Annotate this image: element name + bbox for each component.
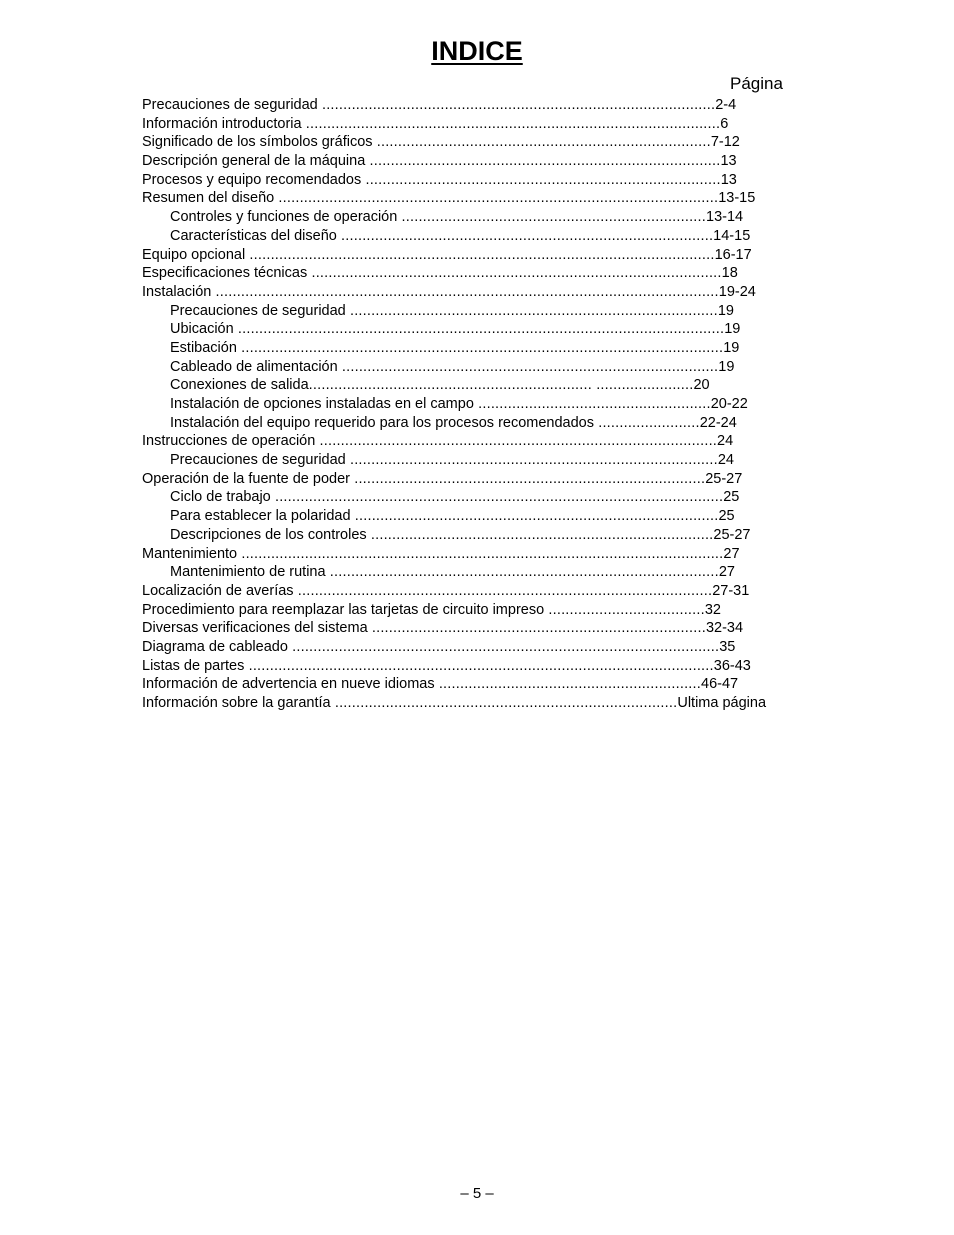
toc-entry-label: Descripciones de los controles [170,526,367,543]
toc-leader-dots: ............................................................................... [367,620,706,637]
toc-entry-label: Procesos y equipo recomendados [142,171,362,188]
toc-entry [142,526,812,545]
toc-entry-label: Para establecer la polaridad [170,508,351,525]
toc-entry [142,657,812,676]
toc-entry-label: Instrucciones de operación [142,433,316,450]
toc-leader-dots: ..................................................................................................... [287,638,720,655]
toc-entry-page: 25-27 [705,470,743,487]
toc-entry-label: Diagrama de cableado [142,638,288,655]
toc-entry-label: Resumen del diseño [142,190,275,207]
toc-leader-dots: ........................ [594,414,700,431]
toc-entry-label: Procedimiento para reemplazar las tarjetas de circuito impreso [142,601,545,618]
toc-entry-page: 19 [717,302,734,319]
toc-entry [142,414,812,433]
toc-entry-page: 25 [718,508,735,525]
toc-entry [142,582,812,601]
page-column-heading: Página [730,74,783,93]
toc-entry [142,339,812,358]
toc-entry-page: 13-15 [718,190,756,207]
toc-leader-dots: ................................................................................................................... [233,321,725,338]
table-of-contents [142,96,812,713]
toc-entry-label: Conexiones de salida [170,377,309,394]
toc-entry-page: 19-24 [718,283,756,300]
toc-entry-label: Información sobre la garantía [142,695,331,711]
toc-entry-label: Descripción general de la máquina [142,153,366,170]
toc-entry-label: Especificaciones técnicas [142,265,308,282]
toc-entry-page: 32-34 [705,620,744,637]
toc-entry [142,115,812,134]
toc-entry [142,283,812,302]
toc-entry-page: 6 [720,115,729,132]
toc-entry-page: 22-24 [699,414,737,431]
toc-entry [142,189,812,208]
toc-entry [142,152,812,171]
toc-entry [142,601,812,620]
toc-entry [142,488,812,507]
toc-entry-label: Ubicación [170,321,234,338]
toc-entry-page: 35 [719,638,736,655]
toc-leader-dots: ........................................................................ [397,209,706,226]
toc-entry-page: 46-47 [701,676,739,693]
toc-leader-dots: .................................................................................... [361,171,721,188]
toc-entry-page: 19 [723,339,740,356]
toc-entry-page: 25 [723,489,740,506]
toc-entry [142,507,812,526]
toc-leader-dots: ....................................................... [473,396,711,412]
toc-leader-dots: .................................................................................................................. [236,339,724,356]
toc-leader-dots: ................................................................... ....................... [308,377,694,394]
toc-entry-page: 2-4 [715,97,737,113]
toc-entry [142,470,812,489]
toc-entry-page: 27 [718,564,735,581]
toc-entry [142,264,812,283]
toc-entry-page: 25-27 [713,526,751,543]
toc-entry [142,227,812,246]
toc-entry-page: 24 [717,452,734,469]
toc-entry-page: 14-15 [713,227,751,244]
toc-entry [142,376,812,395]
toc-leader-dots: ....................................................................................... [345,452,718,469]
toc-leader-dots: ...................................................................................... [350,508,719,525]
toc-leader-dots: ................................................................................... [365,153,721,170]
toc-entry [142,320,812,339]
toc-leader-dots: ........................................................................................................ [274,190,719,207]
toc-entry-page: Ultima página [677,695,767,711]
toc-entry-page: 36-43 [713,657,751,674]
toc-entry-page: 13 [720,153,737,170]
toc-leader-dots: .......................................................................................................... [270,489,724,506]
toc-leader-dots: ....................................................................................... [345,302,718,319]
toc-entry-label: Diversas verificaciones del sistema [142,620,368,637]
toc-entry-page: 19 [718,358,735,375]
toc-leader-dots: .............................................................................................................. [244,657,714,674]
toc-leader-dots: .............................................................................................................. [245,246,715,263]
toc-leader-dots: ....................................................................................................................... [211,283,719,300]
toc-entry-page: 32 [704,601,721,618]
page-number: – 5 – [460,1185,494,1202]
toc-entry [142,208,812,227]
toc-leader-dots: ......................................................................................... [337,358,719,375]
toc-entry-page: 24 [717,433,734,450]
toc-entry-label: Listas de partes [142,657,245,674]
toc-entry-label: Equipo opcional [142,246,246,263]
toc-entry-label: Precauciones de seguridad [142,97,318,113]
toc-entry-label: Cableado de alimentación [170,358,338,375]
toc-entry-label: Controles y funciones de operación [170,209,398,226]
toc-entry-label: Localización de averías [142,582,294,599]
toc-entry-page: 13 [720,171,737,188]
toc-leader-dots: .............................................................................................. [315,433,718,450]
toc-entry-page: 16-17 [714,246,752,263]
toc-entry-page: 18 [721,265,738,282]
toc-leader-dots: ............................................................................................. [317,97,716,113]
toc-leader-dots: .................................................................................................................. [237,545,724,562]
toc-entry-label: Operación de la fuente de poder [142,470,350,487]
toc-leader-dots: ................................................................................... [349,470,706,487]
toc-leader-dots: ..................................... [544,601,705,618]
toc-entry-label: Instalación de opciones instaladas en el campo [170,396,474,412]
toc-leader-dots: ............................................................................................ [325,564,719,581]
toc-entry [142,358,812,377]
toc-leader-dots: ................................................................................................. [307,265,722,282]
toc-entry [142,451,812,470]
toc-entry [142,302,812,321]
toc-entry-page: 20 [693,377,710,394]
toc-entry [142,638,812,657]
toc-entry-label: Estibación [170,339,237,356]
toc-entry-page: 7-12 [710,134,740,151]
toc-entry [142,246,812,265]
toc-entry-label: Mantenimiento [142,545,238,562]
toc-leader-dots: ........................................................................................ [336,227,714,244]
toc-leader-dots: .............................................................. [434,676,701,693]
toc-entry [142,675,812,694]
toc-entry-page: 20-22 [710,396,748,412]
toc-entry [142,171,812,190]
toc-entry [142,395,812,414]
toc-leader-dots: ................................................................................. [330,695,678,711]
toc-entry-label: Mantenimiento de rutina [170,564,326,581]
toc-entry-page: 27-31 [712,582,750,599]
toc-entry-label: Significado de los símbolos gráficos [142,134,373,151]
toc-entry-label: Ciclo de trabajo [170,489,271,506]
toc-entry [142,96,812,115]
toc-entry [142,545,812,564]
toc-entry [142,694,812,713]
toc-entry-page: 27 [723,545,740,562]
toc-leader-dots: .................................................................................................. [293,582,713,599]
toc-entry [142,563,812,582]
toc-entry-page: 19 [724,321,741,338]
toc-leader-dots: .................................................................................................. [301,115,721,132]
toc-entry-label: Características del diseño [170,227,337,244]
toc-entry-label: Precauciones de seguridad [170,452,346,469]
toc-entry [142,432,812,451]
toc-entry-label: Instalación del equipo requerido para los procesos recomendados [170,414,594,431]
toc-entry-label: Información introductoria [142,115,302,132]
page-title: INDICE [431,36,523,66]
toc-entry-label: Instalación [142,283,212,300]
toc-leader-dots: ............................................................................... [372,134,711,151]
toc-entry [142,133,812,152]
toc-leader-dots: ................................................................................. [366,526,714,543]
toc-entry-label: Precauciones de seguridad [170,302,346,319]
toc-entry-label: Información de advertencia en nueve idiomas [142,676,435,693]
toc-entry-page: 13-14 [706,209,744,226]
toc-entry [142,619,812,638]
